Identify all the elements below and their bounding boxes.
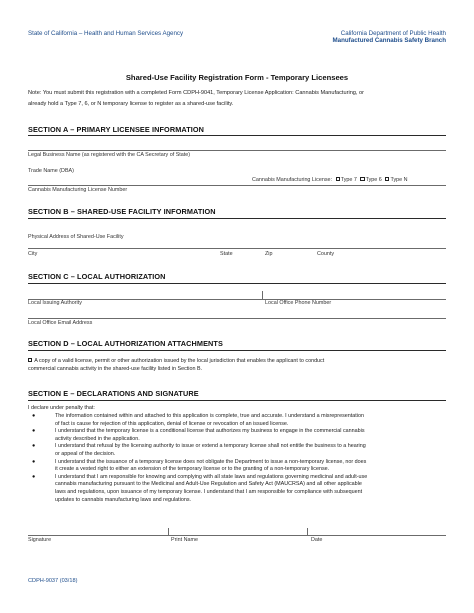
- section-d-title: SECTION D – LOCAL AUTHORIZATION ATTACHMENTS: [28, 339, 223, 348]
- address-label: Physical Address of Shared-Use Facility: [28, 234, 124, 240]
- section-e-rule: [28, 400, 446, 401]
- declaration-1-line-2: of fact is cause for rejection of this application, denial of license or revocation of an issued license.: [55, 420, 289, 427]
- type7-checkbox[interactable]: [336, 177, 340, 181]
- declaration-3-line-1: I understand that refusal by the licensing authority to issue or extend a temporary license shall not entitle the business to a hearing: [55, 443, 366, 450]
- attachment-item: [28, 358, 448, 373]
- section-d-rule: [28, 350, 446, 351]
- agency-name: State of California – Health and Human Services Agency: [28, 30, 184, 37]
- issuing-authority-label: Local Issuing Authority: [28, 300, 82, 306]
- declaration-item: [28, 474, 448, 504]
- section-e-title: SECTION E – DECLARATIONS AND SIGNATURE: [28, 389, 199, 398]
- email-label: Local Office Email Address: [28, 320, 93, 326]
- section-b-title: SECTION B – SHARED-USE FACILITY INFORMATION: [28, 207, 216, 216]
- section-a-rule: [28, 135, 446, 136]
- type7-label: Type 7: [340, 177, 357, 183]
- note-line-1: Note: You must submit this registration with a completed Form CDPH-9041, Temporary License Application: Cannabis Manufacturing, or: [28, 90, 364, 96]
- section-a-title: SECTION A – PRIMARY LICENSEE INFORMATION: [28, 125, 205, 134]
- declaration-4-line-1: I understand that the issuance of a temporary license does not obligate the Department to issue a non-temporary license, nor does: [55, 458, 367, 465]
- bullet-icon: ●: [32, 443, 36, 450]
- declaration-5-line-1: I understand that I am responsible for knowing and complying with all state laws and regulations governing medicinal and adult-use: [55, 473, 368, 480]
- address-input[interactable]: [28, 248, 446, 249]
- declaration-item: [28, 459, 448, 474]
- form-id: CDPH-9037 (03/18): [28, 578, 78, 584]
- section-c-title: SECTION C – LOCAL AUTHORIZATION: [28, 272, 166, 281]
- license-type-group: [252, 177, 408, 183]
- form-title: Shared-Use Facility Registration Form - Temporary Licensees: [125, 73, 349, 82]
- attachment-text-2: commercial cannabis activity in the shared-use facility listed in Section B.: [28, 365, 203, 372]
- department-name: California Department of Public Health: [340, 30, 446, 37]
- declaration-5-line-2: cannabis manufacturing pursuant to the Medicinal and Adult-Use Regulation and Safety Act (MAUCRSA) and all other applicable: [55, 481, 362, 488]
- note-line-2: already hold a Type 7, 6, or N temporary license to register as a shared-use facility.: [28, 101, 234, 107]
- typeN-checkbox[interactable]: [385, 177, 389, 181]
- type6-checkbox[interactable]: [360, 177, 364, 181]
- attachment-checkbox[interactable]: [28, 358, 32, 362]
- declaration-intro: I declare under penalty that:: [28, 405, 95, 411]
- signature-label: Signature: [28, 537, 52, 543]
- trade-name-label: Trade Name (DBA): [28, 168, 74, 174]
- declaration-item: [28, 413, 448, 428]
- section-b-rule: [28, 218, 446, 219]
- county-label: County: [317, 251, 335, 257]
- declaration-item: [28, 428, 448, 443]
- signature-input[interactable]: [28, 535, 446, 536]
- license-number-label: Cannabis Manufacturing License Number: [28, 187, 128, 193]
- bullet-icon: ●: [32, 473, 36, 480]
- attachment-text-1: A copy of a valid license, permit or other authorization issued by the local jurisdiction that enables the applicant to conduct: [34, 358, 325, 364]
- bullet-icon: ●: [32, 458, 36, 465]
- license-number-input[interactable]: [28, 185, 446, 186]
- declaration-list: [28, 413, 448, 504]
- declaration-item: [28, 443, 448, 458]
- declaration-2-line-1: I understand that the temporary license is a conditional license that authorizes my business to engage in the commercial cannabis: [55, 428, 365, 435]
- type6-label: Type 6: [365, 177, 382, 183]
- section-c-rule: [28, 283, 446, 284]
- legal-name-input[interactable]: [28, 150, 446, 151]
- declaration-3-line-2: or appeal of the decision.: [55, 450, 116, 457]
- typeN-label: Type N: [390, 177, 408, 183]
- email-input[interactable]: [28, 318, 446, 319]
- bullet-icon: ●: [32, 413, 36, 419]
- city-label: City: [28, 251, 38, 257]
- declaration-1-line-1: The information contained within and attached to this application is complete, true and accurate. I understand a misrepresentation: [55, 413, 364, 419]
- phone-label: Local Office Phone Number: [265, 300, 332, 306]
- print-name-label: Print Name: [171, 537, 198, 543]
- issuing-authority-input[interactable]: [28, 299, 446, 300]
- bullet-icon: ●: [32, 428, 36, 435]
- branch-name: Manufactured Cannabis Safety Branch: [332, 37, 446, 44]
- declaration-5-line-4: updates to cannabis manufacturing laws and regulations.: [55, 496, 192, 503]
- state-label: State: [220, 251, 233, 257]
- declaration-5-line-3: laws and regulations, upon issuance of my temporary license. I understand that I am responsible for compliance with subsequent: [55, 488, 363, 495]
- zip-label: Zip: [265, 251, 273, 257]
- date-label: Date: [311, 537, 323, 543]
- license-type-label: Cannabis Manufacturing License:: [252, 177, 333, 183]
- legal-name-label: Legal Business Name (as registered with the CA Secretary of State): [28, 152, 191, 158]
- declaration-2-line-2: activity described in the application.: [55, 435, 140, 442]
- declaration-4-line-2: it create a vested right to either an extension of the temporary license or to the granting of a non-temporary license.: [55, 466, 330, 473]
